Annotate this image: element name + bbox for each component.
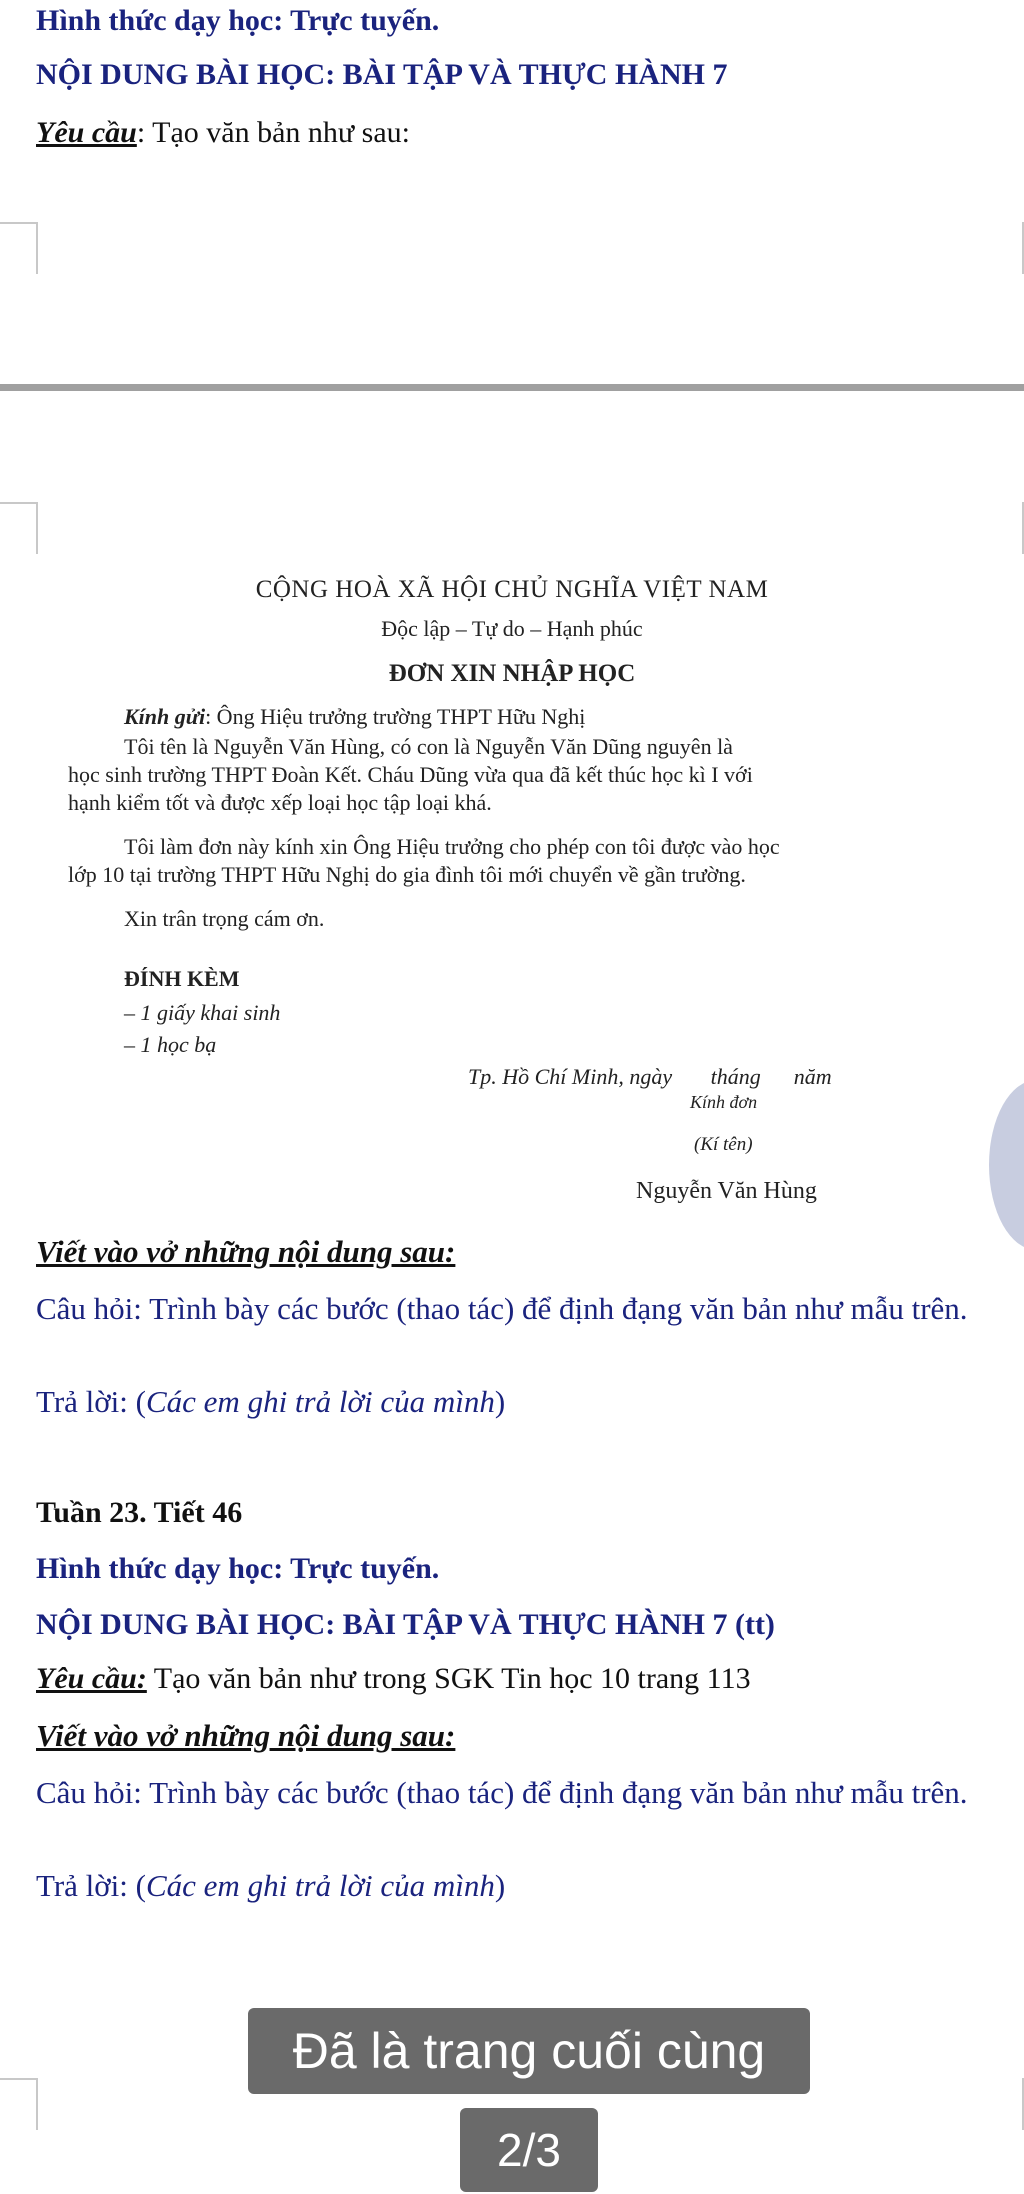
- letter-paragraph-line: học sinh trường THPT Đoàn Kết. Cháu Dũng vừa qua đã kết thúc học kì I với: [68, 762, 753, 787]
- letter-paragraph-line: Tôi làm đơn này kính xin Ông Hiệu trưởng cho phép con tôi được vào học: [124, 834, 780, 859]
- answer-hint: Các em ghi trả lời của mình: [145, 1384, 495, 1419]
- question-text: Câu hỏi: Trình bày các bước (thao tác) để định đạng văn bản như mẫu trên.: [36, 1291, 968, 1326]
- requirement-text: : Tạo văn bản như sau:: [136, 116, 410, 149]
- lesson-content-title: NỘI DUNG BÀI HỌC: BÀI TẬP VÀ THỰC HÀNH 7 (tt): [36, 1608, 775, 1641]
- last-page-toast: Đã là trang cuối cùng: [248, 2008, 810, 2094]
- teaching-form-line: Hình thức dạy học: Trực tuyến.: [36, 4, 440, 37]
- answer-line: [36, 1384, 505, 1420]
- letter-recipient: [124, 704, 585, 730]
- letter-title: ĐƠN XIN NHẬP HỌC: [388, 660, 636, 687]
- answer-hint: Các em ghi trả lời của mình: [145, 1868, 495, 1903]
- answer-close: ): [494, 1384, 506, 1419]
- attachments-title: ĐÍNH KÈM: [124, 966, 240, 991]
- letter-motto: Độc lập – Tự do – Hạnh phúc: [381, 616, 643, 641]
- letter-paragraph-line: Tôi tên là Nguyễn Văn Hùng, có con là Nguyễn Văn Dũng nguyên là: [124, 734, 733, 759]
- letter-country: CỘNG HOÀ XÃ HỘI CHỦ NGHĨA VIỆT NAM: [255, 576, 769, 603]
- page-corner-mark: [0, 2078, 38, 2130]
- letter-thanks: Xin trân trọng cám ơn.: [124, 906, 325, 931]
- attachment-item: – 1 học bạ: [124, 1032, 217, 1057]
- answer-label: Trả lời: (: [36, 1868, 146, 1903]
- write-in-notebook-heading: Viết vào vở những nội dung sau:: [36, 1234, 456, 1269]
- letter-paragraph-line: hạnh kiểm tốt và được xếp loại học tập loại khá.: [68, 790, 492, 815]
- lesson-content-title: NỘI DUNG BÀI HỌC: BÀI TẬP VÀ THỰC HÀNH 7: [36, 58, 728, 91]
- requirement-label: Yêu cầu:: [36, 1662, 147, 1695]
- page-indicator: 2/3: [460, 2108, 598, 2192]
- week-lesson-label: Tuần 23. Tiết 46: [36, 1496, 243, 1529]
- requirement-text: Tạo văn bản như trong SGK Tin học 10 trang 113: [146, 1662, 751, 1695]
- answer-close: ): [494, 1868, 506, 1903]
- attachment-item: – 1 giấy khai sinh: [124, 1000, 281, 1025]
- letter-applicant: Kính đơn: [690, 1092, 758, 1112]
- letter-signer-name: Nguyễn Văn Hùng: [636, 1178, 817, 1204]
- letter-paragraph-line: lớp 10 tại trường THPT Hữu Nghị do gia đình tôi mới chuyển về gần trường.: [68, 862, 746, 887]
- question-text: Câu hỏi: Trình bày các bước (thao tác) để định đạng văn bản như mẫu trên.: [36, 1775, 968, 1810]
- teaching-form-line: Hình thức dạy học: Trực tuyến.: [36, 1552, 440, 1585]
- requirement-line: [36, 1662, 751, 1696]
- answer-line: [36, 1868, 505, 1904]
- requirement-label: Yêu cầu: [36, 116, 137, 149]
- letter-place-date: Tp. Hồ Chí Minh, ngày tháng năm: [468, 1064, 832, 1089]
- answer-label: Trả lời: (: [36, 1384, 146, 1419]
- recipient-label: Kính gửi: [124, 704, 206, 729]
- recipient-text: : Ông Hiệu trưởng trường THPT Hữu Nghị: [205, 704, 586, 729]
- letter-sign-note: (Kí tên): [694, 1134, 753, 1155]
- write-in-notebook-heading: Viết vào vở những nội dung sau:: [36, 1718, 456, 1753]
